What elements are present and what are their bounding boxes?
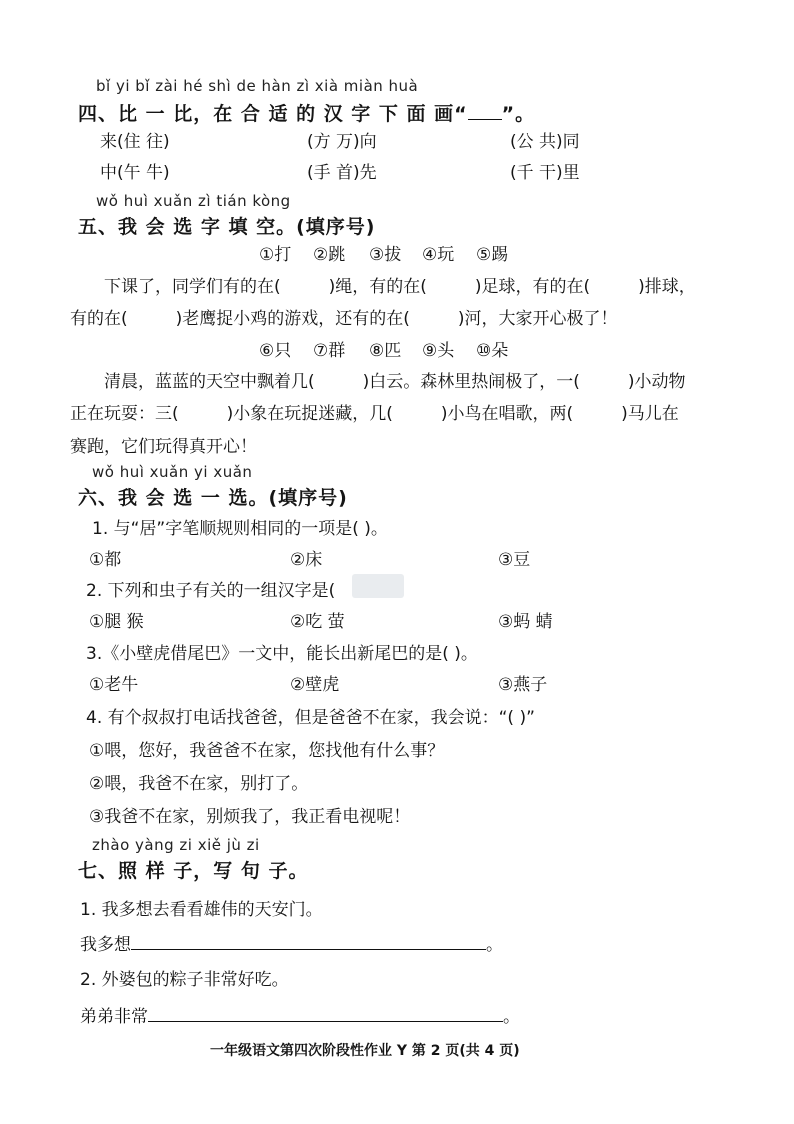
text: )小动物: [627, 372, 686, 392]
answer-end: 。: [503, 1007, 520, 1027]
sec4-item[interactable]: (手 首)先: [307, 163, 377, 183]
answer-end: 。: [486, 935, 503, 955]
sec4-item[interactable]: 中(午 牛): [100, 163, 170, 183]
sec5-sentence-4: [70, 399, 679, 424]
sec5-sentence-2: [70, 304, 618, 329]
sec4-title: [78, 99, 535, 126]
text: 下课了，同学们有的在(: [104, 277, 281, 297]
sec6-question-3: 3.《小壁虎借尾巴》一文中，能长出新尾巴的是( )。: [86, 644, 478, 664]
sec6-option[interactable]: ①腿 猴: [89, 612, 144, 632]
sec4-title-end: ”。: [501, 103, 536, 125]
answer-prefix: 我多想: [80, 935, 131, 955]
print-smudge: [352, 574, 404, 598]
sec5-pinyin: wǒ huì xuǎn zì tián kòng: [96, 192, 291, 210]
sec4-item[interactable]: (方 万)向: [307, 132, 377, 152]
sec4-item[interactable]: (千 干)里: [510, 163, 580, 183]
sec5-option: ④玩: [422, 245, 455, 265]
text: )河，大家开心极了！: [457, 309, 618, 329]
text: )排球，: [638, 277, 696, 297]
sec6-option[interactable]: ③蚂 蜻: [498, 612, 553, 632]
sec6-question-4: 4. 有个叔叔打电话找爸爸，但是爸爸不在家，我会说：“( )”: [86, 708, 535, 728]
sec6-option[interactable]: ③燕子: [498, 675, 548, 695]
sec5-option: ⑤踢: [476, 245, 509, 265]
sec6-option[interactable]: ②床: [290, 550, 323, 570]
sec4-title-text: 四、比 一 比，在 合 适 的 汉 字 下 面 画“: [78, 103, 468, 125]
sec6-option[interactable]: ③豆: [498, 550, 531, 570]
sec6-title: 六、我 会 选 一 选。(填序号): [78, 487, 348, 509]
underline-sample: [468, 119, 502, 120]
text: )足球，有的在(: [474, 277, 591, 297]
answer-line[interactable]: [131, 949, 486, 950]
sec7-title: 七、照 样 子，写 句 子。: [78, 860, 309, 882]
text: )小鸟在唱歌，两(: [440, 404, 574, 424]
answer-prefix: 弟弟非常: [80, 1007, 148, 1027]
text: )白云。森林里热闹极了，一(: [362, 372, 580, 392]
text: 正在玩耍：三(: [70, 404, 179, 424]
sec5-title: 五、我 会 选 字 填 空。(填序号): [78, 216, 376, 238]
sec5-sentence-3: [104, 367, 686, 392]
sec5-option: ⑧匹: [369, 341, 402, 361]
sec7-answer-1: [80, 930, 503, 955]
sec6-question-1: 1. 与“居”字笔顺规则相同的一项是( )。: [92, 519, 388, 539]
sec4-pinyin: bǐ yi bǐ zài hé shì de hàn zì xià miàn huà: [96, 77, 419, 95]
sec7-pinyin: zhào yàng zi xiě jù zi: [92, 836, 260, 854]
sec5-option: ⑥只: [259, 341, 292, 361]
answer-line[interactable]: [148, 1021, 503, 1022]
sec5-option: ③拔: [369, 245, 402, 265]
sec5-sentence-1: [104, 272, 696, 297]
sec5-option: ①打: [259, 245, 292, 265]
sec5-sentence-5: 赛跑，它们玩得真开心！: [70, 437, 257, 457]
text: 有的在(: [70, 309, 128, 329]
sec6-option[interactable]: ①喂，您好，我爸爸不在家，您找他有什么事？: [89, 741, 445, 761]
sec6-option[interactable]: ①老牛: [89, 675, 139, 695]
sec6-option[interactable]: ②壁虎: [290, 675, 340, 695]
sec7-answer-2: [80, 1002, 520, 1027]
text: )老鹰捉小鸡的游戏，还有的在(: [175, 309, 410, 329]
page-footer: 一年级语文第四次阶段性作业 Y 第 2 页(共 4 页): [210, 1043, 520, 1059]
text: )小象在玩捉迷藏，几(: [226, 404, 393, 424]
sec7-example-1: 1. 我多想去看看雄伟的天安门。: [80, 900, 323, 920]
sec6-option[interactable]: ①都: [89, 550, 122, 570]
text: )绳，有的在(: [328, 277, 427, 297]
sec4-item[interactable]: (公 共)同: [510, 132, 580, 152]
sec4-item[interactable]: 来(住 往): [100, 132, 170, 152]
sec6-option[interactable]: ②吃 萤: [290, 612, 345, 632]
sec5-option: ②跳: [313, 245, 346, 265]
text: )马儿在: [621, 404, 679, 424]
sec6-pinyin: wǒ huì xuǎn yi xuǎn: [92, 463, 253, 481]
sec6-question-2: 2. 下列和虫子有关的一组汉字是(: [86, 581, 336, 601]
sec6-option[interactable]: ②喂，我爸不在家，别打了。: [89, 774, 309, 794]
sec5-option: ⑩朵: [476, 341, 509, 361]
sec5-option: ⑨头: [422, 341, 455, 361]
sec7-example-2: 2. 外婆包的粽子非常好吃。: [80, 970, 289, 990]
sec6-option[interactable]: ③我爸不在家，别烦我了，我正看电视呢！: [89, 807, 411, 827]
text: 清晨，蓝蓝的天空中飘着几(: [104, 372, 315, 392]
sec5-option: ⑦群: [313, 341, 346, 361]
